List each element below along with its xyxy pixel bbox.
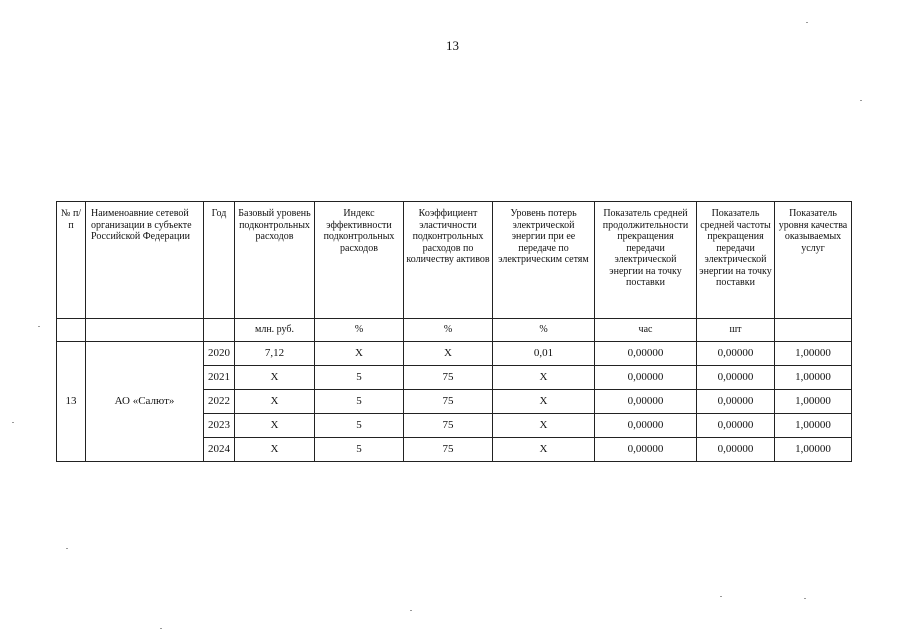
value-cell: X <box>493 390 595 414</box>
value-cell: X <box>235 414 315 438</box>
value-cell: 1,00000 <box>775 366 852 390</box>
header-base-level: Базовый уровень подконтрольных расходов <box>235 202 315 319</box>
scan-speck <box>720 596 722 597</box>
scan-speck <box>38 326 40 327</box>
units-blank-organization <box>86 319 204 342</box>
value-cell: 0,00000 <box>595 438 697 462</box>
value-cell: 0,00000 <box>697 390 775 414</box>
unit-base-level: млн. руб. <box>235 319 315 342</box>
value-cell: X <box>235 366 315 390</box>
value-cell: X <box>493 366 595 390</box>
value-cell: 0,00000 <box>595 390 697 414</box>
unit-interruption-duration: час <box>595 319 697 342</box>
unit-interruption-frequency: шт <box>697 319 775 342</box>
value-cell: X <box>493 438 595 462</box>
unit-loss-level: % <box>493 319 595 342</box>
value-cell: 0,00000 <box>697 366 775 390</box>
value-cell: X <box>404 342 493 366</box>
organization-cell: АО «Салют» <box>86 342 204 462</box>
value-cell: 75 <box>404 366 493 390</box>
year-cell: 2020 <box>204 342 235 366</box>
header-loss-level: Уровень потерь электрической энергии при ее передаче по электрическим сетям <box>493 202 595 319</box>
value-cell: 75 <box>404 390 493 414</box>
header-interruption-duration: Показатель средней продолжительности прекращения передачи электрической энергии на точку поставки <box>595 202 697 319</box>
units-blank-number <box>57 319 86 342</box>
value-cell: 5 <box>315 390 404 414</box>
header-service-quality: Показатель уровня качества оказываемых услуг <box>775 202 852 319</box>
row-number-cell: 13 <box>57 342 86 462</box>
value-cell: 0,00000 <box>595 414 697 438</box>
unit-efficiency-index: % <box>315 319 404 342</box>
header-row <box>57 202 852 319</box>
value-cell: 0,00000 <box>697 414 775 438</box>
value-cell: 0,01 <box>493 342 595 366</box>
header-number: № п/п <box>57 202 86 319</box>
scan-speck <box>806 22 808 23</box>
year-cell: 2024 <box>204 438 235 462</box>
scan-speck <box>860 100 862 101</box>
header-interruption-frequency: Показатель средней частоты прекращения передачи электрической энергии на точку поставки <box>697 202 775 319</box>
year-cell: 2021 <box>204 366 235 390</box>
units-blank-year <box>204 319 235 342</box>
value-cell: 0,00000 <box>697 342 775 366</box>
tariff-table <box>56 201 852 462</box>
value-cell: 1,00000 <box>775 414 852 438</box>
units-row <box>57 319 852 342</box>
value-cell: 1,00000 <box>775 342 852 366</box>
header-year: Год <box>204 202 235 319</box>
scan-speck <box>804 598 806 599</box>
scan-speck <box>12 422 14 423</box>
value-cell: 1,00000 <box>775 438 852 462</box>
value-cell: 7,12 <box>235 342 315 366</box>
value-cell: 0,00000 <box>697 438 775 462</box>
value-cell: 75 <box>404 438 493 462</box>
scan-speck <box>410 610 412 611</box>
value-cell: 5 <box>315 414 404 438</box>
scan-speck <box>160 628 162 629</box>
value-cell: X <box>315 342 404 366</box>
value-cell: 0,00000 <box>595 342 697 366</box>
value-cell: 5 <box>315 438 404 462</box>
value-cell: 1,00000 <box>775 390 852 414</box>
table-row <box>57 342 852 366</box>
value-cell: X <box>235 438 315 462</box>
year-cell: 2022 <box>204 390 235 414</box>
year-cell: 2023 <box>204 414 235 438</box>
value-cell: X <box>493 414 595 438</box>
value-cell: X <box>235 390 315 414</box>
scan-speck <box>66 548 68 549</box>
value-cell: 0,00000 <box>595 366 697 390</box>
unit-elasticity-coefficient: % <box>404 319 493 342</box>
value-cell: 75 <box>404 414 493 438</box>
value-cell: 5 <box>315 366 404 390</box>
header-elasticity-coefficient: Коэффициент эластичности подконтрольных расходов по количеству активов <box>404 202 493 319</box>
header-efficiency-index: Индекс эффективности подконтрольных расходов <box>315 202 404 319</box>
page-number: 13 <box>446 38 459 53</box>
header-organization: Наименоавние сетевой организации в субъекте Российской Федерации <box>86 202 204 319</box>
unit-service-quality <box>775 319 852 342</box>
